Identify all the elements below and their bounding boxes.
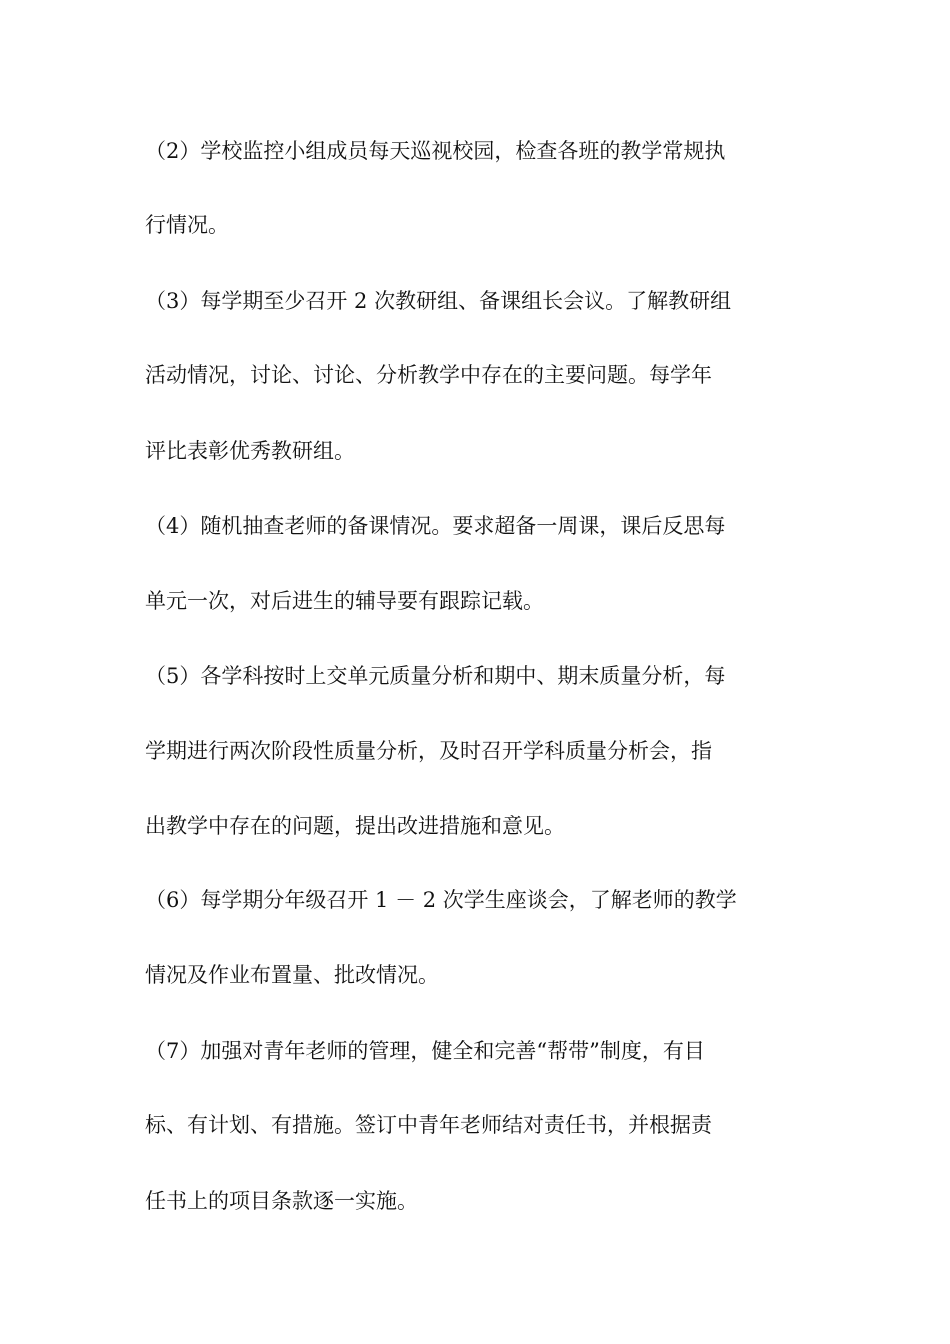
text-line-item-3-part-1: （3）每学期至少召开 2 次教研组、备课组长会议。了解教研组 <box>145 289 732 313</box>
text-line-item-3-part-3: 评比表彰优秀教研组。 <box>145 439 355 463</box>
text-line-item-5-part-2: 学期进行两次阶段性质量分析，及时召开学科质量分析会，指 <box>145 739 712 763</box>
text-line-item-2-part-2: 行情况。 <box>145 213 229 237</box>
text-line-item-4-part-1: （4）随机抽查老师的备课情况。要求超备一周课，课后反思每 <box>145 514 726 538</box>
text-line-item-6-part-1: （6）每学期分年级召开 1 － 2 次学生座谈会，了解老师的教学 <box>145 888 737 912</box>
text-line-item-5-part-3: 出教学中存在的问题，提出改进措施和意见。 <box>145 814 565 838</box>
text-line-item-6-part-2: 情况及作业布置量、批改情况。 <box>145 963 439 987</box>
text-line-item-4-part-2: 单元一次，对后进生的辅导要有跟踪记载。 <box>145 589 544 613</box>
text-line-item-7-part-3: 任书上的项目条款逐一实施。 <box>145 1189 418 1213</box>
text-line-item-2-part-1: （2）学校监控小组成员每天巡视校园，检查各班的教学常规执 <box>145 139 726 163</box>
text-line-item-7-part-1: （7）加强对青年老师的管理，健全和完善“帮带”制度，有目 <box>145 1039 705 1063</box>
text-line-item-7-part-2: 标、有计划、有措施。签订中青年老师结对责任书，并根据责 <box>145 1113 712 1137</box>
text-line-item-5-part-1: （5）各学科按时上交单元质量分析和期中、期末质量分析，每 <box>145 664 726 688</box>
text-line-item-3-part-2: 活动情况，讨论、讨论、分析教学中存在的主要问题。每学年 <box>145 363 712 387</box>
